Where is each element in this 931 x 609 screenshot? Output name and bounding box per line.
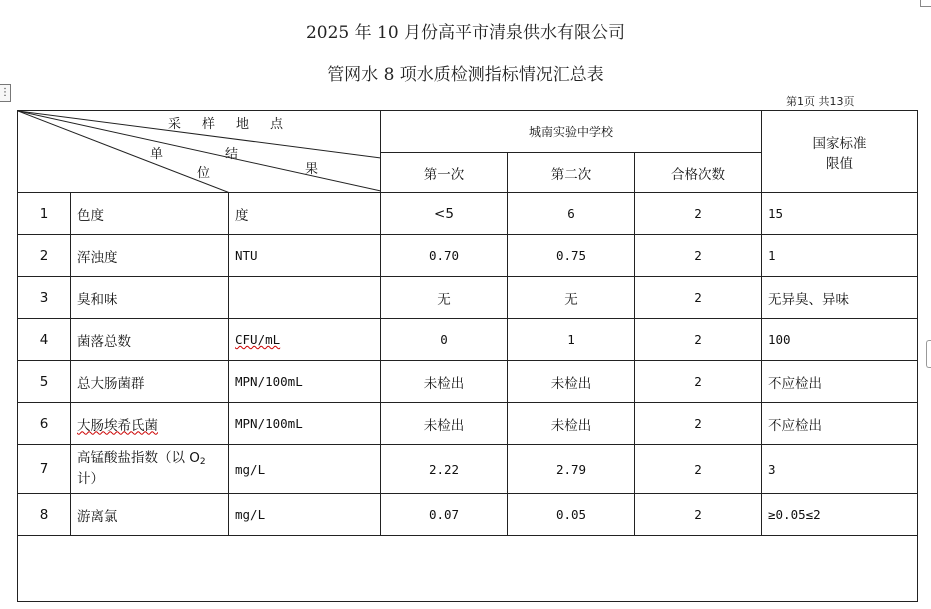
row-number: 1	[18, 193, 71, 235]
item-name: 总大肠菌群	[71, 361, 229, 403]
item-unit-text: CFU/mL	[235, 332, 281, 347]
diag-label: 果	[305, 162, 319, 177]
second-result: 1	[508, 319, 635, 361]
row-number: 3	[18, 277, 71, 319]
first-result: 0.70	[381, 235, 508, 277]
item-name: 浑浊度	[71, 235, 229, 277]
table-row	[18, 235, 918, 277]
item-name: 臭和味	[71, 277, 229, 319]
pass-count: 2	[635, 193, 762, 235]
standard-limit: 3	[762, 445, 918, 494]
sampling-site-header: 城南实验中学校	[381, 111, 762, 153]
document-title-line2: 管网水 8 项水质检测指标情况汇总表	[327, 65, 604, 85]
item-unit	[229, 277, 381, 319]
diag-label: 点	[270, 117, 284, 132]
table-row	[18, 277, 918, 319]
diag-label: 单	[150, 147, 164, 162]
standard-limit: 不应检出	[762, 361, 918, 403]
empty-footer-cell	[18, 536, 918, 602]
diagonal-header-cell	[18, 111, 381, 193]
item-unit: MPN/100mL	[229, 361, 381, 403]
pass-count: 2	[635, 361, 762, 403]
second-result: 0.05	[508, 494, 635, 536]
item-name-text: 大肠埃希氏菌	[77, 417, 158, 434]
item-name	[71, 445, 229, 494]
item-name: 色度	[71, 193, 229, 235]
item-name	[71, 403, 229, 445]
table-row	[18, 403, 918, 445]
pass-count: 2	[635, 403, 762, 445]
table-row	[18, 193, 918, 235]
right-scroll-handle[interactable]	[926, 340, 931, 368]
table-row	[18, 319, 918, 361]
standard-limit: 无异臭、异味	[762, 277, 918, 319]
table-row	[18, 361, 918, 403]
standard-limit: 100	[762, 319, 918, 361]
second-result: 0.75	[508, 235, 635, 277]
row-number: 8	[18, 494, 71, 536]
empty-footer-row	[18, 536, 918, 602]
standard-header-line2: 限值	[826, 155, 853, 172]
standard-limit: 15	[762, 193, 918, 235]
second-result: 无	[508, 277, 635, 319]
first-result: 未检出	[381, 361, 508, 403]
item-unit: mg/L	[229, 494, 381, 536]
standard-limit: ≥0.05≤2	[762, 494, 918, 536]
diag-label: 样	[202, 117, 216, 132]
table-row	[18, 494, 918, 536]
item-name: 菌落总数	[71, 319, 229, 361]
item-unit: MPN/100mL	[229, 403, 381, 445]
pass-count: 2	[635, 235, 762, 277]
pass-count: 2	[635, 277, 762, 319]
first-result: 0	[381, 319, 508, 361]
standard-header-line1: 国家标准	[812, 135, 867, 152]
item-unit	[229, 319, 381, 361]
item-name: 游离氯	[71, 494, 229, 536]
diag-label: 采	[168, 117, 182, 132]
first-result: 无	[381, 277, 508, 319]
second-test-header: 第二次	[508, 153, 635, 193]
diag-label: 位	[197, 166, 211, 181]
row-number: 2	[18, 235, 71, 277]
row-number: 7	[18, 445, 71, 494]
water-quality-table	[17, 110, 918, 602]
first-result: 0.07	[381, 494, 508, 536]
standard-limit: 不应检出	[762, 403, 918, 445]
diag-label: 结	[225, 147, 239, 162]
pass-count-header: 合格次数	[635, 153, 762, 193]
item-unit: 度	[229, 193, 381, 235]
pass-count: 2	[635, 445, 762, 494]
item-unit: mg/L	[229, 445, 381, 494]
second-result: 2.79	[508, 445, 635, 494]
item-unit: NTU	[229, 235, 381, 277]
first-result: 未检出	[381, 403, 508, 445]
item-name-part1: 高锰酸盐指数（以 O	[77, 450, 200, 466]
page-indicator: 第1页 共13页	[786, 95, 855, 108]
first-result: <5	[381, 193, 508, 235]
second-result: 6	[508, 193, 635, 235]
row-number: 6	[18, 403, 71, 445]
second-result: 未检出	[508, 361, 635, 403]
diag-label: 地	[236, 117, 250, 132]
row-number: 4	[18, 319, 71, 361]
page-corner-mark	[920, 0, 931, 7]
row-number: 5	[18, 361, 71, 403]
side-panel-toggle[interactable]: ⋮	[0, 84, 11, 102]
item-name-part2: 计）	[77, 471, 104, 487]
document-title-line1: 2025 年 10 月份高平市清泉供水有限公司	[305, 23, 626, 43]
second-result: 未检出	[508, 403, 635, 445]
item-name-subscript: 2	[199, 457, 206, 467]
header-row-1	[18, 111, 918, 153]
pass-count: 2	[635, 494, 762, 536]
standard-limit: 1	[762, 235, 918, 277]
standard-header	[762, 111, 918, 193]
pass-count: 2	[635, 319, 762, 361]
first-test-header: 第一次	[381, 153, 508, 193]
table-row	[18, 445, 918, 494]
first-result: 2.22	[381, 445, 508, 494]
